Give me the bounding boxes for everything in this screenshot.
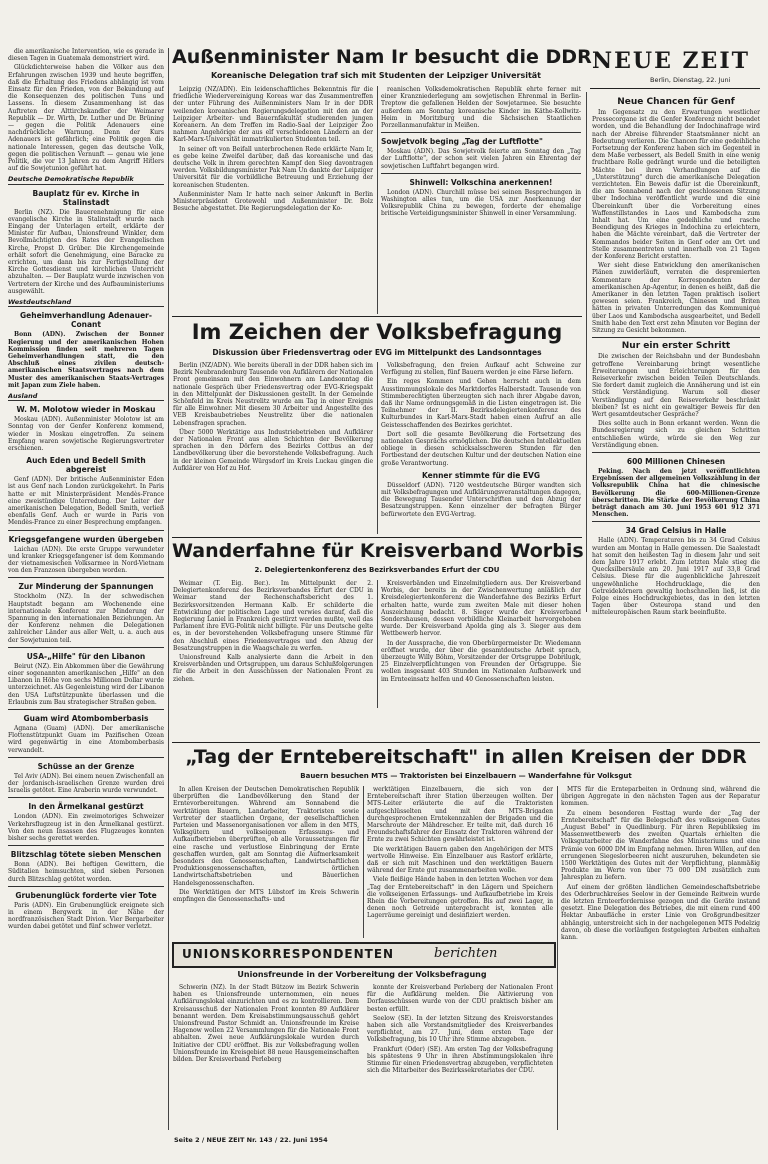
page-footer: Seite 2 / NEUE ZEIT Nr. 143 / 22. Juni 1954 (174, 1136, 328, 1144)
text-guam: Agnana (Guam) (ADN). Der amerikanische Flottenstützpunkt Guam im Pazifischen Ozean wird gegenwärtig in eine Atombomberbasis verwandelt. (8, 725, 164, 754)
intro-paragraphs (8, 48, 164, 172)
paragraph: Dies sollte auch in Bonn erkannt werden. Wenn die Bundesregierung sich zu gleichen Schritten entschließen würde, würde sie den Weg zur Verständigung ebnen. (592, 420, 760, 449)
headline-eden: Auch Eden und Bedell Smith abgereist (26, 456, 146, 475)
headline-aermel: In den Ärmelkanal gestürzt (28, 802, 144, 812)
divider (8, 577, 164, 578)
column-rule (377, 86, 378, 314)
section-label-ausland: Ausland (8, 393, 164, 401)
text-bauplatz: Berlin (NZ). Die Bauerenehmigung für eine evangelische Kirche in Stalinstadt wurde nach Eingang der Unterlagen erteilt, erklärte der Minister für Aufbau, Unionsfreund Winkler, dem Bevollmächtigten des Rates der Evangelischen Kirche, Propst D. Grüber. Die Kirchengemeinde erhält sofort die Genehmigung, eine Baracke zu errichten, um dann bis zur Fertigstellung der Kirche Gottesdienst und kirchlichen Unterricht abzuhalten. — Der Bauplatz wurde inzwischen von Vertretern der Kirche und des Aufbauministeriums ausgewählt. (8, 208, 164, 295)
paragraph: Glückdichterweise haben die Völker aus den Erfahrungen zwischen 1939 und heute begriffen, daß die Erhaltung des Friedens abhängig ist vom Einsatz für den Frieden, von der Bekundung auf die Konsequenzen des politischen Tuns und Lassens. In diesem Zusammenhang ist das Auftreten der Alttirchskandler der Weimarer Republik — Dr. Wirth, Dr. Luther und Dr. Brüning — gegen die Politik Adenauers eine nachdrückliche Warnung. Denn der Kurs Adenauers ist gefährlich; eine Politik gegen die nationale Interessen, gegen das deutsche Volk, gegen die politischen Vernunft — genau wie jene Politik, die vor 13 Jahren zu dem Angriff Hitlers auf die Sowjetunion geführt hat. (8, 64, 164, 173)
paragraph: Unionsfreund Kalb analysierte dann die Arbeit in den Kreisverbänden und Ortsgruppen, um daraus Schlußfolgerungen für die Arbeit in den Ausschüssen der Nationalen Front zu ziehen. (173, 654, 373, 683)
deck-ernte: Bauern besuchen MTS — Traktoristen bei Einzelbauern — Wanderfahne für Volksgut (300, 772, 632, 780)
paragraph: Zu einem besonderen Festtag wurde der „Tag der Erntebereitschaft" für die Belegschaft des volkseigenen Gutes „August Bebel" in Quedlinburg. Für ihren Republiksieg im Massenwettbewerb des zweiten Quartals erhielten die Volksgutarbeiter die Wanderfahne des Ministeriums und eine Prämie von 6000 DM im Empfang nehmen. Ihren Willen, auf den errungenen Siegeslorbeeren nicht auszuruhen, bekundeten sie 1500 Werktätigen des Gutes mit der Verpflichtung, planmäßig Produkte im Werte von über 75 000 DM zusätzlich zum Jahresplan zu liefern. (561, 809, 760, 882)
paragraph: werktätigen Einzelbauern, die sich von der Erntebereitschaft ihrer Station überzeugen wollten. Der MTS-Leiter erläuterte die auf die Traktoristen aufgeschlüsselten und mit den MTS-Brigaden durchgesprochenen Erntekennzahlen der Brigaden und die Marschroute der Mähdrescher. Er teilte mit, daß durch 16 Freundschaftsfahrer der Einsatz der Traktoren während der Ernte zu zwei Schichten gewährleistet ist. (367, 786, 553, 844)
paragraph: Im Gegensatz zu den Erwartungen westlicher Pressecorgane ist die Genfer Konferenz nicht beendet worden, und die Behandlung der Indochinafrage wird nach der Abreise führender Staatsmänner nicht an Bedeutung verlieren. Die Chancen für eine gedeihliche Fortsetzung der Konferenz haben sich im Gegenteil in dem Maße verbessert, als Bedell Smith in eine wenig fruchtbare Rolle gedrängt wurde und die beteiligten Mächte bei ihren Verhandlungen auf die „Unterstützung" durch die amerikanische Delegation verzichteten. Ein Beweis dafür ist die Übereinkunft, die am Sonnabend nach der geschlossenen Sitzung über Indochina veröffentlicht wurde und die eine Übereinkunft über die Vorbereitung eines Waffenstillstandes in Laos und Kambodscha zum Inhalt hat. Um eine gedeihliche und rasche Beendigung des Krieges in Indochina zu erleichtern, haben die Mächte vereinbart, daß die Vertreter der Kommandos beider Seiten in Genf oder am Ort und Stelle zusammentreten und innerhalb von 21 Tagen der Konferenz Bericht erstatten. (592, 109, 760, 261)
paragraph: Die Werktätigen der MTS Lübstorf im Kreis Schwerin empfingen die Genossenschafts- und (173, 888, 359, 904)
deck-nam-ir: Koreanische Delegation traf sich mit Studenten der Leipziger Universität (210, 71, 541, 80)
headline-luftflotte: Sowjetvolk beging „Tag der Luftflotte" (381, 137, 543, 147)
masthead-title: NEUE ZEIT (592, 48, 750, 74)
left-column (8, 48, 164, 1130)
divider (592, 521, 760, 522)
divider (592, 452, 760, 453)
logo-script: berichten (434, 946, 498, 961)
paragraph: Weimar (T. Eig. Ber.). Im Mittelpunkt der 2. Delegiertenkonferenz des Bezirksverbandes Erfurt der CDU in Weimar stand der Rechenschaftsbericht des 1. Bezirksvorsitzenden Hermann Kalb. Er schilderte die Entwicklung der politischen Lage und verwies darauf, daß die Regierung Laniel in Frankreich gestürzt werden mußte, weil das Parlament ihre EVG-Politik nicht billigte. Für uns Deutsche gelte es, in der bevorstehenden Volksbefragung unsere Stimme für den Abschluß eines Friedensvertrages und den Abzug der Besatzungstruppen in die Waagschale zu werfen. (173, 580, 373, 652)
section-label-west: Westdeutschland (8, 299, 164, 307)
article1-col-b (381, 86, 581, 314)
paragraph: Volksbefragung, den freien Aufkauf acht Schweine zur Verfügung zu stellen, fünf Bauern werden je eine Färse liefern. (381, 362, 581, 377)
headline-bauplatz: Bauplatz für ev. Kirche in Stalinstadt (32, 188, 140, 207)
paragraph: In allen Kreisen der Deutschen Demokratischen Republik überprüften die Landbevölkerung den Stand der Erntevorbereitungen. Während am Sonnabend die werktätigen Bauern, Landarbeiter, Traktoristen sowie Vertreter der staatlichen Organe, der gesellschaftlichen Parteien und Massenorganisationen vor allem in den MTS, Volksgütern und volkseigenen Erfassungs- und Aufkaufbetrieben überprüften, ob alle Voraussetzungen für eine rasche und verlustlose Einbringung der Ernte geschaffen wurden, galt am Sonntag die Aufmerksamkeit besonders den Genossenschaften, Landwirtschaftlichen Produktionsgenossenschaften, örtlichen Landwirtschaftsbetrieben und Bäuerlichen Handelsgenossenschaften. (173, 786, 359, 887)
paragraph: Über 5000 Werktätige aus Industriebetrieben und Aufklärer der Nationalen Front aus allen Schichten der Bevölkerung sprachen in den Dörfern des Bezirks Cottbus an der Landbevölkerung über die bevorstehende Volksbefragung. Auch in der kleinen Gemeinde Würgsdorf im Kreis Luckau gingen die Aufklärer von Hof zu Hof. (173, 428, 373, 472)
paragraph: Frankfurt (Oder) (SE). Am ersten Tag der Volksbefragung bis spätestens 9 Uhr in ihren Abstimmungslokalen ihre Stimme für einen Friedensvertrag abzugeben, verpflichteten sich die Mitarbeiter des Bezirkssekretariates der CDU. (367, 1045, 553, 1075)
divider (592, 337, 760, 338)
headline-molotow: W. M. Molotow wieder in Moskau (16, 405, 156, 415)
divider (8, 647, 164, 648)
paragraph: Ein reges Kommen und Gehen herrscht auch in dem Ausstimmungslokale des Marktdorfes Halberstadt. Tausende von Stimmberechtigten überzeugten sich nach ihrer Abgabe davon, daß ihr Name ordnungsgemäß in die Listen eingetragen ist. Die Teilnehmer der II. Bezirksdelegiertenkonferenz des Kulturbundes in Karl-Marx-Stadt haben einen Aufruf an alle Geistesschaffenden des Bezirkes gerichtet. (381, 378, 581, 429)
text-china: Peking. Nach den jetzt veröffentlichten Ergebnissen der allgemeinen Volkszählung in der Volksrepublik China hat die chinesische Bevölkerung die 600-Millionen-Grenze überschritten. Die Stärke der Bevölkerung China beträgt danach am 30. Juni 1953 601 912 371 Menschen. (592, 467, 760, 519)
rule (172, 537, 582, 538)
paragraph: In der Aussprache, die von Oberbürgermeister Dr. Wiedemann eröffnet wurde, der über die gesamtdeutsche Arbeit sprach, überzeugte Willy Böhm, Vorsitzender der Ortsgruppe Dobrilugk, 25 Einzelverpflichtungen von Freunden der Ortsgruppe. Sie wollen insgesamt 403 Stunden im Nationalen Aufbauwerk und im Ernteeinsatz helfen und 40 Genossenschaften leisten. (381, 639, 581, 683)
paragraph: reanischen Volksdemokratischen Republik ehrte ferner mit einer Kranzniederlegung am sowjetischen Ehrenmal in Berlin-Treptow die gefallenen Helden der Sowjetarmee. Sie besuchte außerdem am Sonntag koreanische Kinder im Käthe-Kollwitz-Heim in Moritzburg und die Sächsischen Staatlichen Porzellanmanufaktur in Meißen. (381, 86, 581, 130)
article3-col-b (381, 580, 581, 708)
article3-col-a (173, 580, 373, 708)
divider (8, 886, 164, 887)
paragraph: Auf einem der größten ländlichen Gemeindeschaftsbetriebe des Oderbruchkreises Seelow in der Gemeinde Reitwein wurde die letzten Ernteerfordernisse gezogen und die Geräte instand gesetzt. Eine Delegation des Betriebes, die mit einem rund 400 Hektar Anbaufläche in erster Linie von Großgrundbesitzer abhängig, unterstreicht sich in der nachgelegenen MTS Podelzig davon, ob diese die vorläufigen festgelegten Arbeiten einhalten kann. (561, 883, 760, 942)
column-rule (168, 48, 169, 1130)
headline-volksbefragung: Im Zeichen der Volksbefragung (191, 320, 563, 344)
text-usa: Beirut (NZ). Ein Abkommen über die Gewährung einer sogenannten amerikanischen „Hilfe" an den Libanon in Höhe von sechs Millionen Dollar wurde unterzeichnet. Als Gegenleistung wird der Libanon den USA Luftstützpunkte überlassen und die Erlaubnis zum Bau strategischer Straßen geben. (8, 662, 164, 706)
text-halle: Halle (ADN). Temperaturen bis zu 34 Grad Celsius wurden am Montag in Halle gemessen. Die Saalestadt hat somit den heißesten Tag in diesem Jahr und seit dem Jahre 1917 erlebt. Zum letzten Male stieg die Quecksilbersäule am 20. Juni 1917 auf 33,8 Grad Celsius. Diese für die augenblickliche Jahreszeit ungewöhnliche Hochdrucklage, die den Getreidekörnern gewaltig hochschnellen ließ, ist die Folge eines Hochdruckgebietes, das in den letzten Tagen über Osteuropa stand und den mitteleuropäischen Raum stark beeinflußte. (592, 537, 760, 617)
rule (172, 742, 760, 743)
headline-unionsfreunde: Unionsfreunde in der Vorbereitung der Volksbefragung (237, 970, 487, 979)
rule (172, 316, 582, 317)
text-kriegs: Laichau (ADN). Die erste Gruppe verwundeter und kranker Kriegsgefangener ist dem Kommando der vietnamesischen Volksarmee in Nord-Vietnam von den Franzosen übergeben worden. (8, 545, 164, 575)
paragraph: Berlin (NZ/ADN). Wie bereits überall in der DDR haben sich im Bezirk Neubrandenburg Tausende von Aufklärern der Nationalen Front gemeinsam mit den Einwohnern am Landsonntag die nationale Gespräch über Friedensvertrag oder EVG-Kriegspakt in den Mittelpunkt der Diskussionen gestellt. In der Gemeinde Schönfeld im Kreis Neustrelitz wurde am Tag in einer Ereignis für alle Einwohner. Mit diesem 30 Arbeiter und Angestellte des VEB Kreisbaubetriebes Neustrelitz über die nationalen Lebensfragen sprachen. (173, 362, 373, 427)
text-gruben: Paris (ADN). Ein Grubenunglück ereignete sich in einem Bergwerk in der Nähe der nordfranzösischen Stadt Divion. Vier Bergarbeiter wurden dabei getötet und fünf schwer verletzt. (8, 901, 164, 931)
text-blitz: Bonn (ADN). Bei heftigen Gewittern, die Süditalien heimsuchten, sind sieben Personen durch Blitzschlag getötet worden. (8, 861, 164, 883)
right-column (592, 94, 760, 734)
paragraph: Kreisverbänden und Einzelmitgliedern aus. Der Kreisverband Worbis, der bereits in der Zwischenwertung anläßlich der Kreisdelegiertenkonferenz die Wanderfahne des Bezirks Erfurt erhalten hatte, wurde zum zweiten Male mit dieser hohen Auszeichnung bedacht. 8. Sieger wurde der Kreisverband Sondershausen, dessen vorbildliche Kleinarbeit hervorgehoben wurde. Der Kreisverband Apolda ging als 3. Sieger aus dem Wettbewerb hervor. (381, 580, 581, 638)
column-rule (363, 786, 364, 938)
paragraph: Außenminister Nam Ir hatte nach seiner Ankunft in Berlin Ministerpräsident Grotewohl und Außenminister Dr. Bolz Besuche abgestattet. Die Regierungsdelegation der Ko- (173, 190, 373, 213)
headline-halle: 34 Grad Celsius in Halle (625, 526, 727, 536)
headline-geheim: Geheimverhandlung Adenauer-Conant (20, 311, 152, 330)
paragraph: Die zwischen der Reichsbahn und der Bundesbahn getroffene Vereinbarung bringt wesentliche Erweiterungen und Erleichterungen für den Reiseverkehr zwischen beiden Teilen Deutschlands. Sie fordert damit zugleich die Annäherung und ist ein Stück Verständigung. Warum soll dieser Verständigung auf den Reiseverkehr beschränkt bleiben? Ist es nicht ein gewaltiger Beweis für den Wert gesamtdeutscher Gespräche? (592, 353, 760, 418)
text-minderung: Stockholm (NZ). In der schwedischen Hauptstadt begann am Wochenende eine internationale Konferenz zur Minderung der Spannung in den internationalen Beziehungen. An der Konferenz nehmen die Delegationen zahlreicher Länder aus aller Welt, u. a. auch aus der Sowjetunion teil. (8, 593, 164, 644)
paragraph: Leipzig (NZ/ADN). Ein leidenschaftliches Bekenntnis für die friedliche Wiedervereinigung Koreas war das Zusammentreffen der unter Führung des Außenministers Nam Ir in der DDR weilenden koreanischen Regierungsdelegation mit den an der Leipziger Arbeiter- und Bauernfakultät studierenden jungen Koreanern. An dem Treffen im Radio-Saal der Leipziger Zoo nahmen Angehörige der aus elf verschiedenen Ländern an der Karl-Marx-Universität immatrikulierten Studenten teil. (173, 86, 373, 144)
headline-kenner: Kenner stimmte für die EVG (421, 470, 540, 480)
divider (8, 530, 164, 531)
article2-col-b (381, 362, 581, 534)
divider (8, 757, 164, 758)
text-luftflotte: Moskau (ADN). Das Sowjetvolk feierte am Sonntag den „Tag der Luftflotte", der schon seit vielen Jahren ein Ehrentag der sowjetischen Luftfahrt begangen wird. (381, 148, 581, 170)
divider (8, 709, 164, 710)
text-kenner: Düsseldorf (ADN). 7120 westdeutsche Bürger wandten sich mit Volksbefragungen und Aufklärungsveranstaltungen dagegen, die Bewegung Tausender Unterschriften und den Abzug der Besatzungstruppen. Kenn einzelner der befragten Bürger befürwortete den EVG-Vertrag. (381, 481, 581, 518)
text-molotow: Moskau (ADN). Außenminister Molotow ist am Sonntag von der Genfer Konferenz kommend, wieder in Moskau eingetroffen. Zu seinem Empfang waren sowjetische Regierungsvertreter erschienen. (8, 416, 164, 452)
text-shinwell: London (ADN). Churchill müsse bei seinen Besprechungen in Washington alles tun, um die USA zur Anerkennung der Volksrepublik China zu bewegen, forderte der ehemalige britische Verteidigungsminister Shinwell in einer Versammlung. (381, 188, 581, 218)
headline-kriegs: Kriegsgefangene wurden übergeben (8, 534, 164, 544)
headline-minderung: Zur Minderung der Spannungen (18, 582, 154, 592)
inset-col-a (173, 984, 359, 1122)
headline-ernte: „Tag der Erntebereitschaft" in allen Kreisen der DDR (185, 746, 747, 768)
article1-col-a (173, 86, 373, 314)
paragraph: Schwerin (NZ). In der Stadt Bützow im Bezirk Schwerin haben es Unionsfreunde unternommen, ein neues Aufklärungslokal einzurichten und es zu kontrollieren. Dem Kreisausschuß der Nationalen Front konnten 89 Aufklärer benannt werden. Dem Kreisabstimmungsausschuß gehört Unionsfreund Pastor Schmidt an. Unionsfreunde im Kreise Hagenow wollen 22 Versammlungen für die Nationale Front abhalten. Zwei neue Aufklärungslokale wurden durch Initiative der CDU eröffnet. Bis zur Volksbefragung wollen Unionsfreunde im Kreisgebiet 88 neue Hausgemeinschaften bilden. Der Kreisverband Perleberg (173, 984, 359, 1064)
unionskorrespondenten-logo (172, 942, 556, 968)
paragraph: Seelow (SE). In der letzten Sitzung des Kreisvorstandes haben sich alle Vorstandsmitglieder des Kreisverbandes verpflichtet, am 27. Juni, dem ersten Tage der Volksbefragung, bis 10 Uhr ihre Stimme abzugeben. (367, 1014, 553, 1044)
article4-col-c (561, 786, 760, 1130)
divider (381, 132, 581, 133)
logo-text: UNIONSKORRESPONDENTEN (182, 947, 395, 961)
divider (381, 173, 581, 174)
masthead-dateline: Berlin, Dienstag, 22. Juni (650, 76, 731, 84)
divider (8, 845, 164, 846)
headline-blitz: Blitzschlag tötete sieben Menschen (10, 850, 162, 860)
headline-genf: Neue Chancen für Genf (617, 97, 735, 107)
headline-guam: Guam wird Atombomberbasis (23, 714, 149, 724)
paragraph: Wer sieht diese Entwicklung den amerikanischen Plänen zuwiderläuft, verraten die despremierten Kommentare der Korrespondenten der amerikanischen Ap-Agentur, in denen es heißt, daß die Amerikaner in den letzten Tagen praktisch isoliert gewesen seien. Frankreich, Chinesen und Briten hätten in privaten Unterredungen das Kommuniqué über Laos und Kambodscha ausgearbeitet, und Bedell Smith habe den Text erst zehn Minuten vor Beginn der Sitzung zu Gesicht bekommen. (592, 262, 760, 335)
paragraph: Dort soll die gesamte Bevölkerung die Fortsetzung des nationalen Gesprächs ermöglichen. Die deutschen Intellektuellen obliege in diesen schicksalsschweren Stunden für den Fortbestand der deutschen Kultur und der deutschen Nation eine große Verantwortung. (381, 430, 581, 467)
section-label-ddr: Deutsche Demokratische Republik (8, 176, 164, 184)
paragraph: MTS für die Ernteparbeiten in Ordnung sind, während die übrigen Aggregate in den nächsten Tagen aus der Reparatur kommen. (561, 786, 760, 808)
text-aermel: London (ADN). Ein zweimotoriges Schweizer Verkehrsflugzeug ist in den Ärmelkanal gestürzt. Von den neun Insassen des Flugzeuges konnten bisher sechs gerettet werden. (8, 813, 164, 843)
headline-usa: USA-„Hilfe" für den Libanon (26, 651, 146, 661)
headline-schuesse: Schüsse an der Grenze (37, 761, 135, 771)
deck-volksbefragung: Diskussion über Friedensvertrag oder EVG im Mittelpunkt des Landsonntages (212, 348, 542, 357)
paragraph: Viele fleißige Hände haben in den letzten Wochen vor dem „Tag der Erntebereitschaft" in den Lägern und Speichern die volkseigenen Erfassungs- und Aufkaufbetriebe im Kreis Rhein die Vorbereitungen getroffen. Bis auf zwei Lager, in denen noch Getreide untergebracht ist, konnten alle Lagerräume gereinigt und desinfiziert werden. (367, 876, 553, 920)
article2-col-a (173, 362, 373, 534)
headline-nam-ir: Außenminister Nam Ir besucht die DDR (172, 46, 592, 68)
text-geheim: Bonn (ADN). Zwischen der Bonner Regierung und der amerikanischen Hohen Kommission finden seit mehreren Tagen Geheimverhandlungen statt, die den Abschluß eines zivilen deutsch-amerikanischen Staatsvertrages nach dem Muster des amerikanischen Staats-Vertrages mit Japan zum Ziele haben. (8, 331, 164, 389)
divider (8, 797, 164, 798)
headline-worbis: Wanderfahne für Kreisverband Worbis (172, 540, 584, 562)
paragraph: Die werktätigen Bauern gaben den Angehörigen der MTS wertvolle Hinweise. Ein Einzelbauer aus Rastorf erklärte, daß er sich mit Maschinen und den werktätigen Bauern während der Ernte gut zusammenarbeiten wolle. (367, 845, 553, 875)
inset-col-b (367, 984, 553, 1130)
column-rule (377, 580, 378, 708)
headline-gruben: Grubenunglück forderte vier Tote (15, 890, 157, 900)
paragraph: konnte der Kreisverband Perleberg der Nationalen Front für die Aufklärung melden. Die Aktivierung von Dorfausschüssen wurde von der CDU praktisch bisher am besten erfüllt. (367, 984, 553, 1013)
paragraph: In seiner oft von Beifall unterbrochenen Rede erklärte Nam Ir, es gebe keine Zweifel darüber, daß das koreanische und das deutsche Volk in ihrem gerechten Kampf den Sieg davontragen werden. Volksbildungsminister Pak Nam Un dankte der Leipziger Universität für die vorbildliche Betreuung und Erziehung der koreanischen Studenten. (173, 145, 373, 189)
text-eden: Genf (ADN). Der britische Außenminister Eden ist aus Genf nach London zurückgekehrt. In Paris hatte er mit Ministerpräsident Mendès-France eine zweistündige Unterredung. Der Leiter der amerikanischen Delegation, Bedell Smith, verließ ebenfalls Genf. Auch er wurde in Paris von Mendès-France zu einer Besprechung empfangen. (8, 476, 164, 527)
column-rule (377, 362, 378, 534)
masthead-rule (590, 88, 760, 89)
paragraph: die amerikanische Intervention, wie es gerade in diesen Tagen in Guatemala demonstriert wird. (8, 48, 164, 63)
text-schuesse: Tel Aviv (ADN). Bei einem neuen Zwischenfall an der jordanisch-israelischen Grenze wurden drei Israelis getötet. Eine Araberin wurde verwundet. (8, 772, 164, 795)
headline-schritt: Nur ein erster Schritt (621, 341, 731, 352)
column-rule (586, 92, 587, 612)
article4-col-a (173, 786, 359, 938)
headline-china: 600 Millionen Chinesen (626, 456, 726, 466)
deck-worbis: 2. Delegiertenkonferenz des Bezirksverbandes Erfurt der CDU (254, 566, 500, 574)
column-rule (557, 786, 558, 1130)
headline-shinwell: Shinwell: Volkschina anerkennen! (409, 177, 553, 187)
